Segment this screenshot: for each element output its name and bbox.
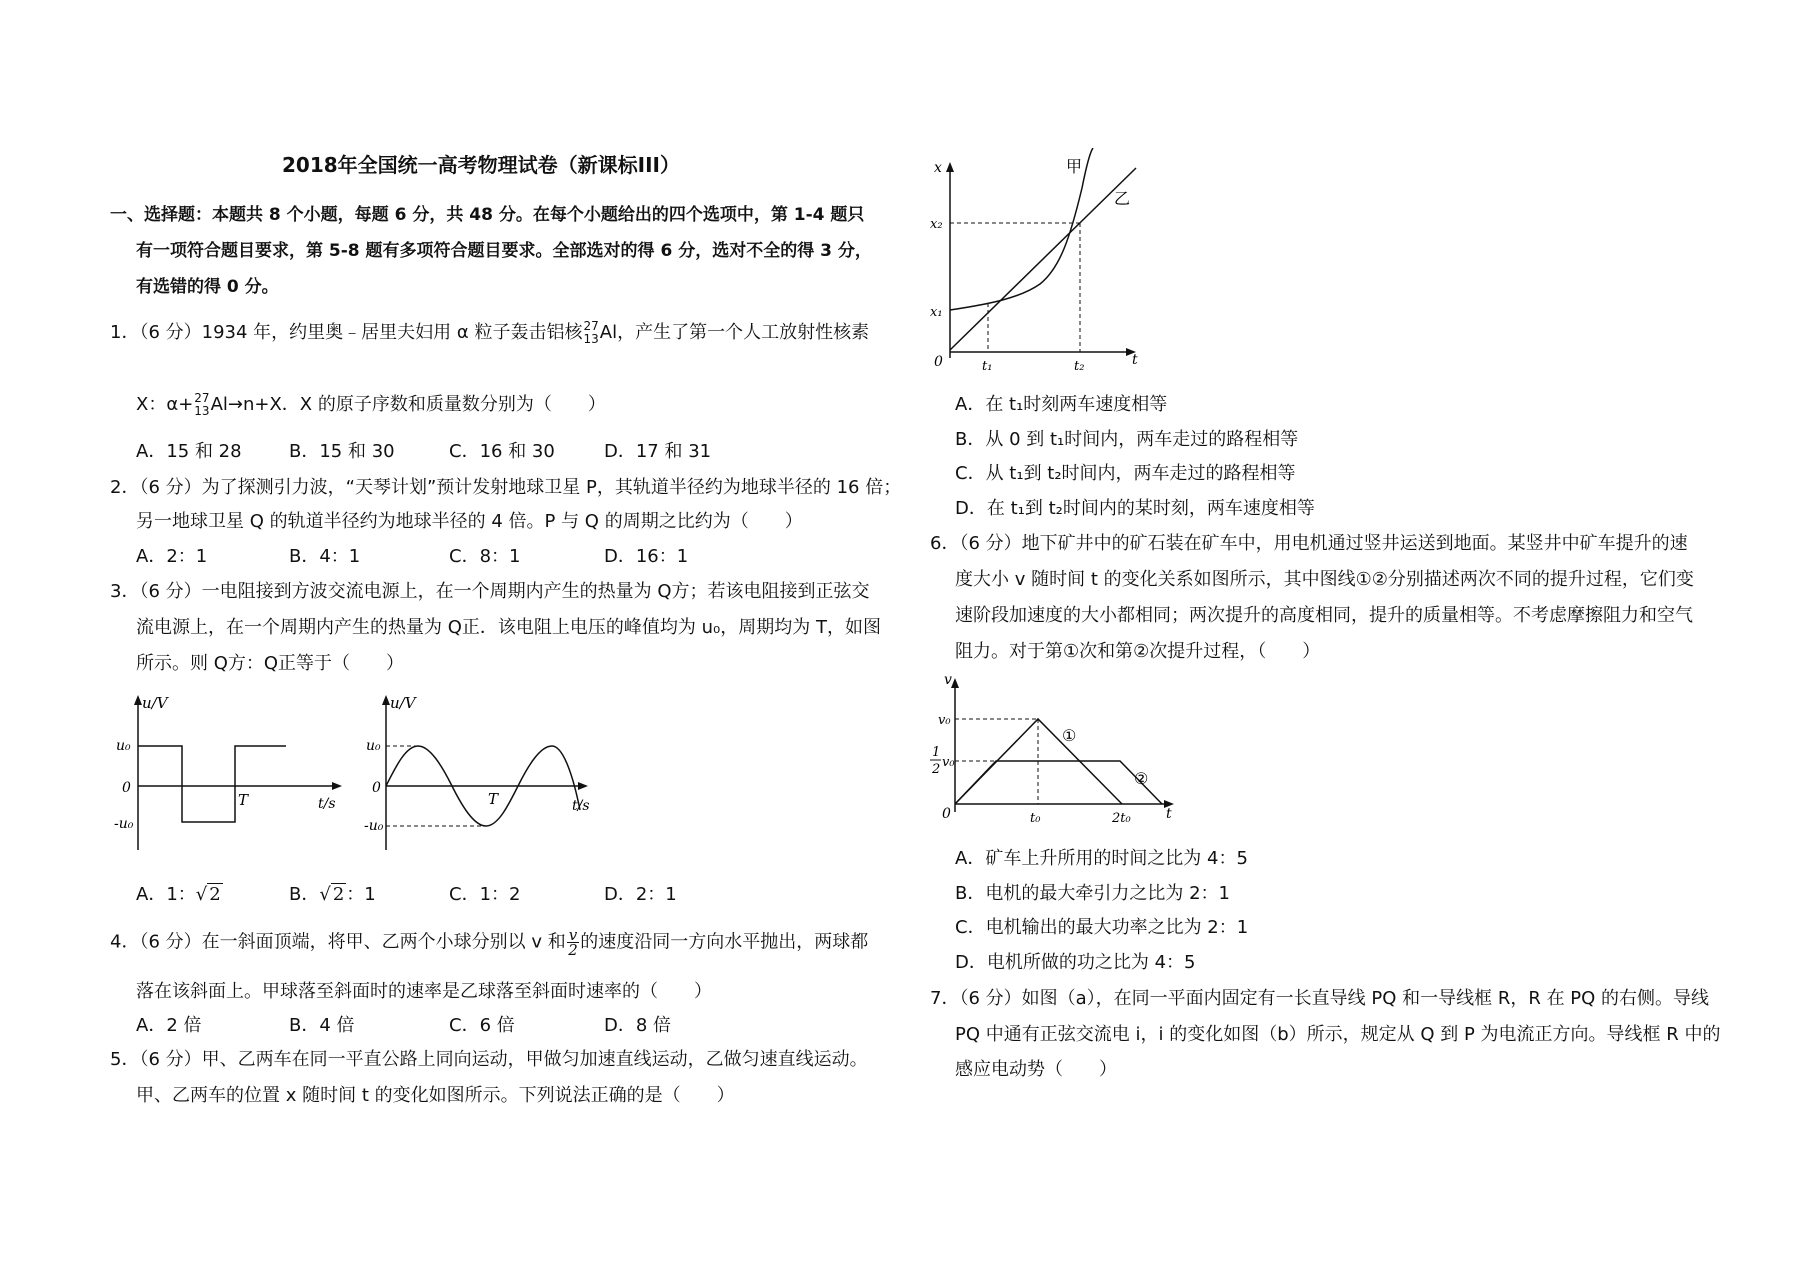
q1-option-d: D．17 和 31 xyxy=(604,441,712,462)
q2-line1: 2．（6 分）为了探测引力波，“天琴计划”预计发射地球卫星 P，其轨道半径约为地球半径的 16 倍； xyxy=(110,477,902,498)
q2-option-c: C．8：1 xyxy=(449,546,521,567)
v-t-y-arrow xyxy=(951,678,959,688)
sqrt-symbol-a: √ 2 xyxy=(195,884,221,905)
v-t-v0-label: v₀ xyxy=(938,713,951,728)
v-t-circle-2: ② xyxy=(1134,769,1149,788)
v-t-half-num: 1 xyxy=(932,745,941,760)
x-t-graph xyxy=(930,148,1150,378)
q5-option-c: C．从 t₁到 t₂时间内，两车走过的路程相等 xyxy=(955,463,1296,484)
v-t-origin: 0 xyxy=(942,806,951,822)
sine-wave-u0-label: u₀ xyxy=(366,738,381,754)
q3-option-a: A．1：√ 2 xyxy=(136,884,221,905)
x-t-x1-label: x₁ xyxy=(930,305,943,320)
q1-option-b: B．15 和 30 xyxy=(289,441,395,462)
square-wave-curve xyxy=(138,746,286,822)
square-wave-T-label: T xyxy=(238,791,249,809)
q6-option-d: D．电机所做的功之比为 4：5 xyxy=(955,952,1196,973)
sine-wave-graph xyxy=(362,690,602,855)
square-wave-origin: 0 xyxy=(122,780,131,796)
section-intro-line2: 有一项符合题目要求，第 5-8 题有多项符合题目要求。全部选对的得 6 分，选对不全的得 3 分， xyxy=(136,241,872,261)
q4-line1: 4．（6 分）在一斜面顶端，将甲、乙两个小球分别以 v 和 $\frac{v}{2}$ 的速度沿同一方向水平抛出，两球都 xyxy=(110,926,869,959)
q6-line4: 阻力。对于第①次和第②次提升过程，（ ） xyxy=(955,641,1321,662)
x-t-line-yi xyxy=(950,168,1136,350)
v-t-y-label: v xyxy=(944,672,952,688)
q3-option-b: B．√ 2 ：1 xyxy=(289,884,376,905)
exam-title: 2018年全国统一高考物理试卷（新课标III） xyxy=(282,153,680,177)
v-t-t0-label: t₀ xyxy=(1030,811,1041,826)
q2-line2: 另一地球卫星 Q 的轨道半径约为地球半径的 4 倍。P 与 Q 的周期之比约为（ ） xyxy=(136,511,803,532)
v-over-2-fraction: $\frac{v}{2}$ xyxy=(568,926,578,959)
x-t-origin: 0 xyxy=(934,354,943,370)
x-t-y-label: x xyxy=(934,160,942,176)
square-wave-x-label: t/s xyxy=(318,796,336,812)
x-t-x2-label: x₂ xyxy=(930,217,943,232)
q7-line2: PQ 中通有正弦交流电 i，i 的变化如图（b）所示，规定从 Q 到 P 为电流正方向。导线框 R 中的 xyxy=(955,1024,1721,1045)
x-t-jia-label: 甲 xyxy=(1066,157,1083,176)
q4-option-b: B．4 倍 xyxy=(289,1015,355,1036)
q5-line1: 5．（6 分）甲、乙两车在同一平直公路上同向运动，甲做匀加速直线运动，乙做匀速直线运动。 xyxy=(110,1049,868,1070)
q6-line3: 速阶段加速度的大小都相同；两次提升的高度相同，提升的质量相等。不考虑摩擦阻力和空气 xyxy=(955,605,1693,626)
v-t-2t0-label: 2t₀ xyxy=(1112,811,1131,826)
sqrt-symbol-b: √ 2 xyxy=(319,884,345,905)
q3-line3: 所示。则 Q方：Q正等于（ ） xyxy=(136,653,405,674)
v-t-graph xyxy=(930,672,1190,832)
q7-line1: 7．（6 分）如图（a），在同一平面内固定有一长直导线 PQ 和一导线框 R，R 在 PQ 的右侧。导线 xyxy=(930,988,1710,1009)
q4-option-c: C．6 倍 xyxy=(449,1015,515,1036)
x-t-t2-label: t₂ xyxy=(1074,359,1085,374)
q7-line3: 感应电动势（ ） xyxy=(955,1059,1117,1080)
q3-line2: 流电源上，在一个周期内产生的热量为 Q正．该电阻上电压的峰值均为 u₀，周期均为 T，如图 xyxy=(136,617,881,638)
square-wave-neg-u0-label: -u₀ xyxy=(114,816,134,832)
q2-option-b: B．4：1 xyxy=(289,546,361,567)
v-t-half-den: 2 xyxy=(932,762,941,777)
sine-wave-y-arrow xyxy=(382,695,390,705)
x-t-y-arrow xyxy=(946,162,954,172)
q6-option-a: A．矿车上升所用的时间之比为 4：5 xyxy=(955,848,1248,869)
v-t-half-v0-label: v₀ xyxy=(942,755,955,770)
sine-wave-x-label: t/s xyxy=(572,798,590,814)
q5-option-a: A．在 t₁时刻两车速度相等 xyxy=(955,394,1168,415)
section-intro-line1: 一、选择题：本题共 8 个小题，每题 6 分，共 48 分。在每个小题给出的四个选项中，第 1-4 题只 xyxy=(110,205,865,225)
sine-wave-neg-u0-label: -u₀ xyxy=(364,818,384,834)
v-t-circle-1: ① xyxy=(1062,726,1077,745)
sine-wave-y-label: u/V xyxy=(390,694,416,712)
q1-line2: X：α+ 27 13 Al→n+X．X 的原子序数和质量数分别为（ ） xyxy=(136,391,606,418)
square-wave-y-arrow xyxy=(134,695,142,705)
x-t-x-label: t xyxy=(1132,352,1138,368)
sine-wave-x-arrow xyxy=(578,782,588,790)
q3-line1: 3．（6 分）一电阻接到方波交流电源上，在一个周期内产生的热量为 Q方；若该电阻接到正弦交 xyxy=(110,581,870,602)
q2-option-d: D．16：1 xyxy=(604,546,689,567)
section-intro-line3: 有选错的得 0 分。 xyxy=(136,277,279,297)
q5-option-d: D．在 t₁到 t₂时间内的某时刻，两车速度相等 xyxy=(955,498,1315,519)
x-t-yi-label: 乙 xyxy=(1114,189,1131,208)
q6-option-c: C．电机输出的最大功率之比为 2：1 xyxy=(955,917,1249,938)
square-wave-u0-label: u₀ xyxy=(116,738,131,754)
al-nuclide-right: 27 13 xyxy=(194,391,210,418)
q4-line2: 落在该斜面上。甲球落至斜面时的速率是乙球落至斜面时速率的（ ） xyxy=(136,981,712,1002)
sine-wave-T-label: T xyxy=(488,790,499,808)
al-nuclide-left: 27 13 xyxy=(583,319,599,346)
q1-line1: 1．（6 分）1934 年，约里奥﹣居里夫妇用 α 粒子轰击铝核 27 13 Al，产生了第一个人工放射性核素 xyxy=(110,319,870,346)
q6-option-b: B．电机的最大牵引力之比为 2：1 xyxy=(955,883,1230,904)
square-wave-y-label: u/V xyxy=(142,694,168,712)
q2-option-a: A．2：1 xyxy=(136,546,208,567)
v-t-line-2 xyxy=(955,761,1162,804)
q1-option-c: C．16 和 30 xyxy=(449,441,555,462)
q6-line1: 6．（6 分）地下矿井中的矿石装在矿车中，用电机通过竖井运送到地面。某竖井中矿车提升的速 xyxy=(930,533,1688,554)
q3-option-d: D．2：1 xyxy=(604,884,677,905)
q4-option-d: D．8 倍 xyxy=(604,1015,672,1036)
x-t-t1-label: t₁ xyxy=(982,359,993,374)
sine-wave-origin: 0 xyxy=(372,780,381,796)
q5-line2: 甲、乙两车的位置 x 随时间 t 的变化如图所示。下列说法正确的是（ ） xyxy=(136,1085,735,1106)
q6-line2: 度大小 v 随时间 t 的变化关系如图所示，其中图线①②分别描述两次不同的提升过程，它们变 xyxy=(955,569,1694,590)
q5-option-b: B．从 0 到 t₁时间内，两车走过的路程相等 xyxy=(955,429,1299,450)
q4-option-a: A．2 倍 xyxy=(136,1015,202,1036)
v-t-x-label: t xyxy=(1166,806,1172,822)
q1-option-a: A．15 和 28 xyxy=(136,441,242,462)
square-wave-x-arrow xyxy=(332,782,342,790)
q3-option-c: C．1：2 xyxy=(449,884,521,905)
square-wave-graph xyxy=(110,690,350,855)
